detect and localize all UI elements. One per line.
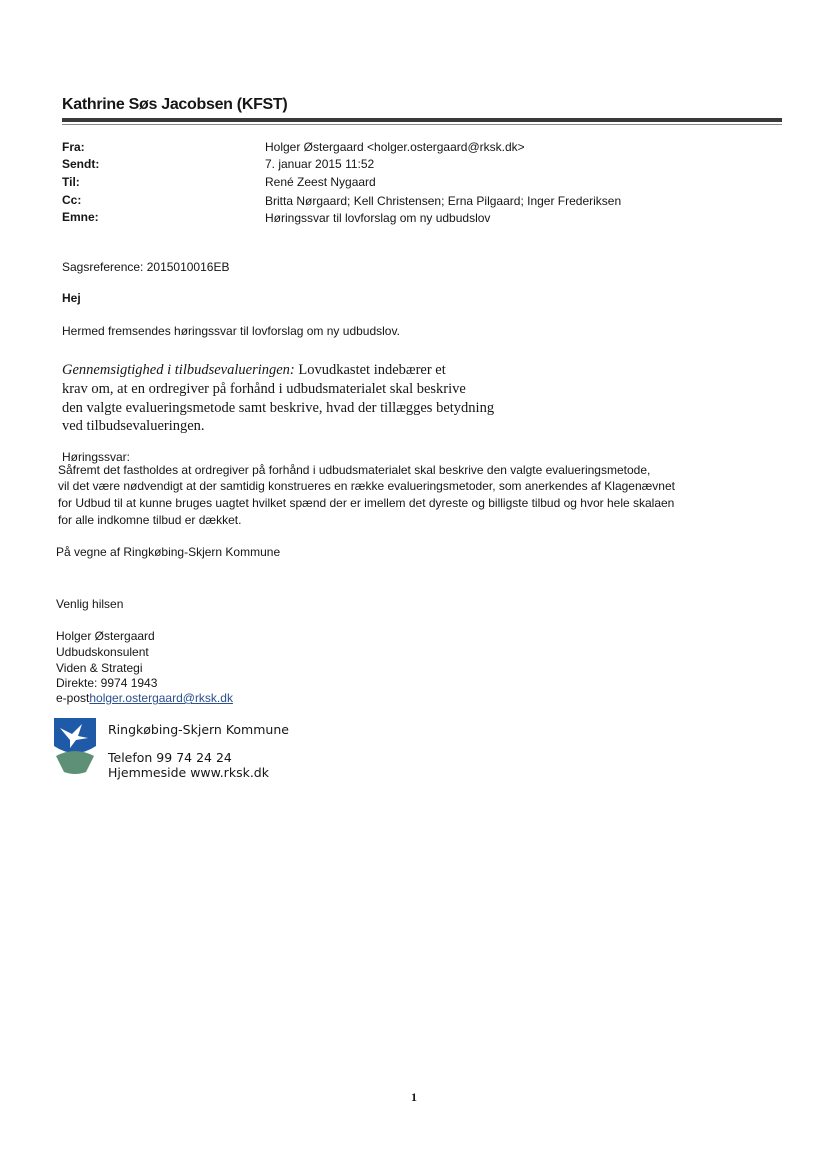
email-label: e-post <box>56 691 90 705</box>
sent-value: 7. januar 2015 11:52 <box>265 157 375 171</box>
response-line-4: for alle indkomne tilbud er dækket. <box>58 513 242 527</box>
greeting: Hej <box>62 291 81 305</box>
topic-line-1 <box>62 362 446 379</box>
to-value: René Zeest Nygaard <box>265 175 376 189</box>
signature-title: Udbudskonsulent <box>56 645 149 659</box>
subject-value: Høringssvar til lovforslag om ny udbudslov <box>265 211 491 225</box>
topic-line-2: krav om, at en ordregiver på forhånd i udbudsmaterialet skal beskrive <box>62 381 466 397</box>
cc-label: Cc: <box>62 193 82 207</box>
signature-phone: Direkte: 9974 1943 <box>56 676 158 690</box>
to-label: Til: <box>62 175 80 189</box>
header-rule-thick <box>62 118 782 122</box>
header-rule-thin <box>62 124 782 125</box>
signature-name: Holger Østergaard <box>56 629 155 643</box>
topic-heading: Gennemsigtighed i tilbudsevalueringen: <box>62 362 295 378</box>
from-label: Fra: <box>62 140 85 154</box>
signature-dept: Viden & Strategi <box>56 661 143 675</box>
response-line-1: Såfremt det fastholdes at ordregiver på forhånd i udbudsmaterialet skal beskrive den valgte evalueringsmetode, <box>58 463 651 477</box>
page-number: 1 <box>411 1090 417 1104</box>
topic-line-3: den valgte evalueringsmetode samt beskrive, hvad der tillægges betydning <box>62 400 495 416</box>
municipality-logo-icon <box>52 716 98 778</box>
intro-text: Hermed fremsendes høringssvar til lovforslag om ny udbudslov. <box>62 324 400 338</box>
behalf-text: På vegne af Ringkøbing-Skjern Kommune <box>56 545 281 559</box>
org-phone: Telefon 99 74 24 24 <box>108 750 232 765</box>
topic-text-1: Lovudkastet indebærer et <box>294 362 446 378</box>
cc-value: Britta Nørgaard; Kell Christensen; Erna Pilgaard; Inger Frederiksen <box>265 194 622 208</box>
case-reference: Sagsreference: 2015010016EB <box>62 260 230 274</box>
topic-line-4: ved tilbudsevalueringen. <box>62 418 205 434</box>
subject-label: Emne: <box>62 210 99 224</box>
response-line-3: for Udbud til at kunne bruges uagtet hvilket spænd der er imellem det dyreste og billigste tilbud og hvor hele skalaen <box>58 496 675 510</box>
closing-text: Venlig hilsen <box>56 597 124 611</box>
response-label: Høringssvar: <box>62 450 131 464</box>
org-name: Ringkøbing-Skjern Kommune <box>108 722 289 737</box>
from-value: Holger Østergaard <holger.ostergaard@rksk.dk> <box>265 140 525 154</box>
sender-name: Kathrine Søs Jacobsen (KFST) <box>62 96 288 113</box>
email-link[interactable]: holger.ostergaard@rksk.dk <box>89 691 233 705</box>
sent-label: Sendt: <box>62 157 100 171</box>
signature-email-row <box>56 691 233 705</box>
org-website: Hjemmeside www.rksk.dk <box>108 765 269 780</box>
response-line-2: vil det være nødvendigt at der samtidig konstrueres en række evalueringsmetoder, som anerkendes af Klagenævnet <box>58 479 675 493</box>
